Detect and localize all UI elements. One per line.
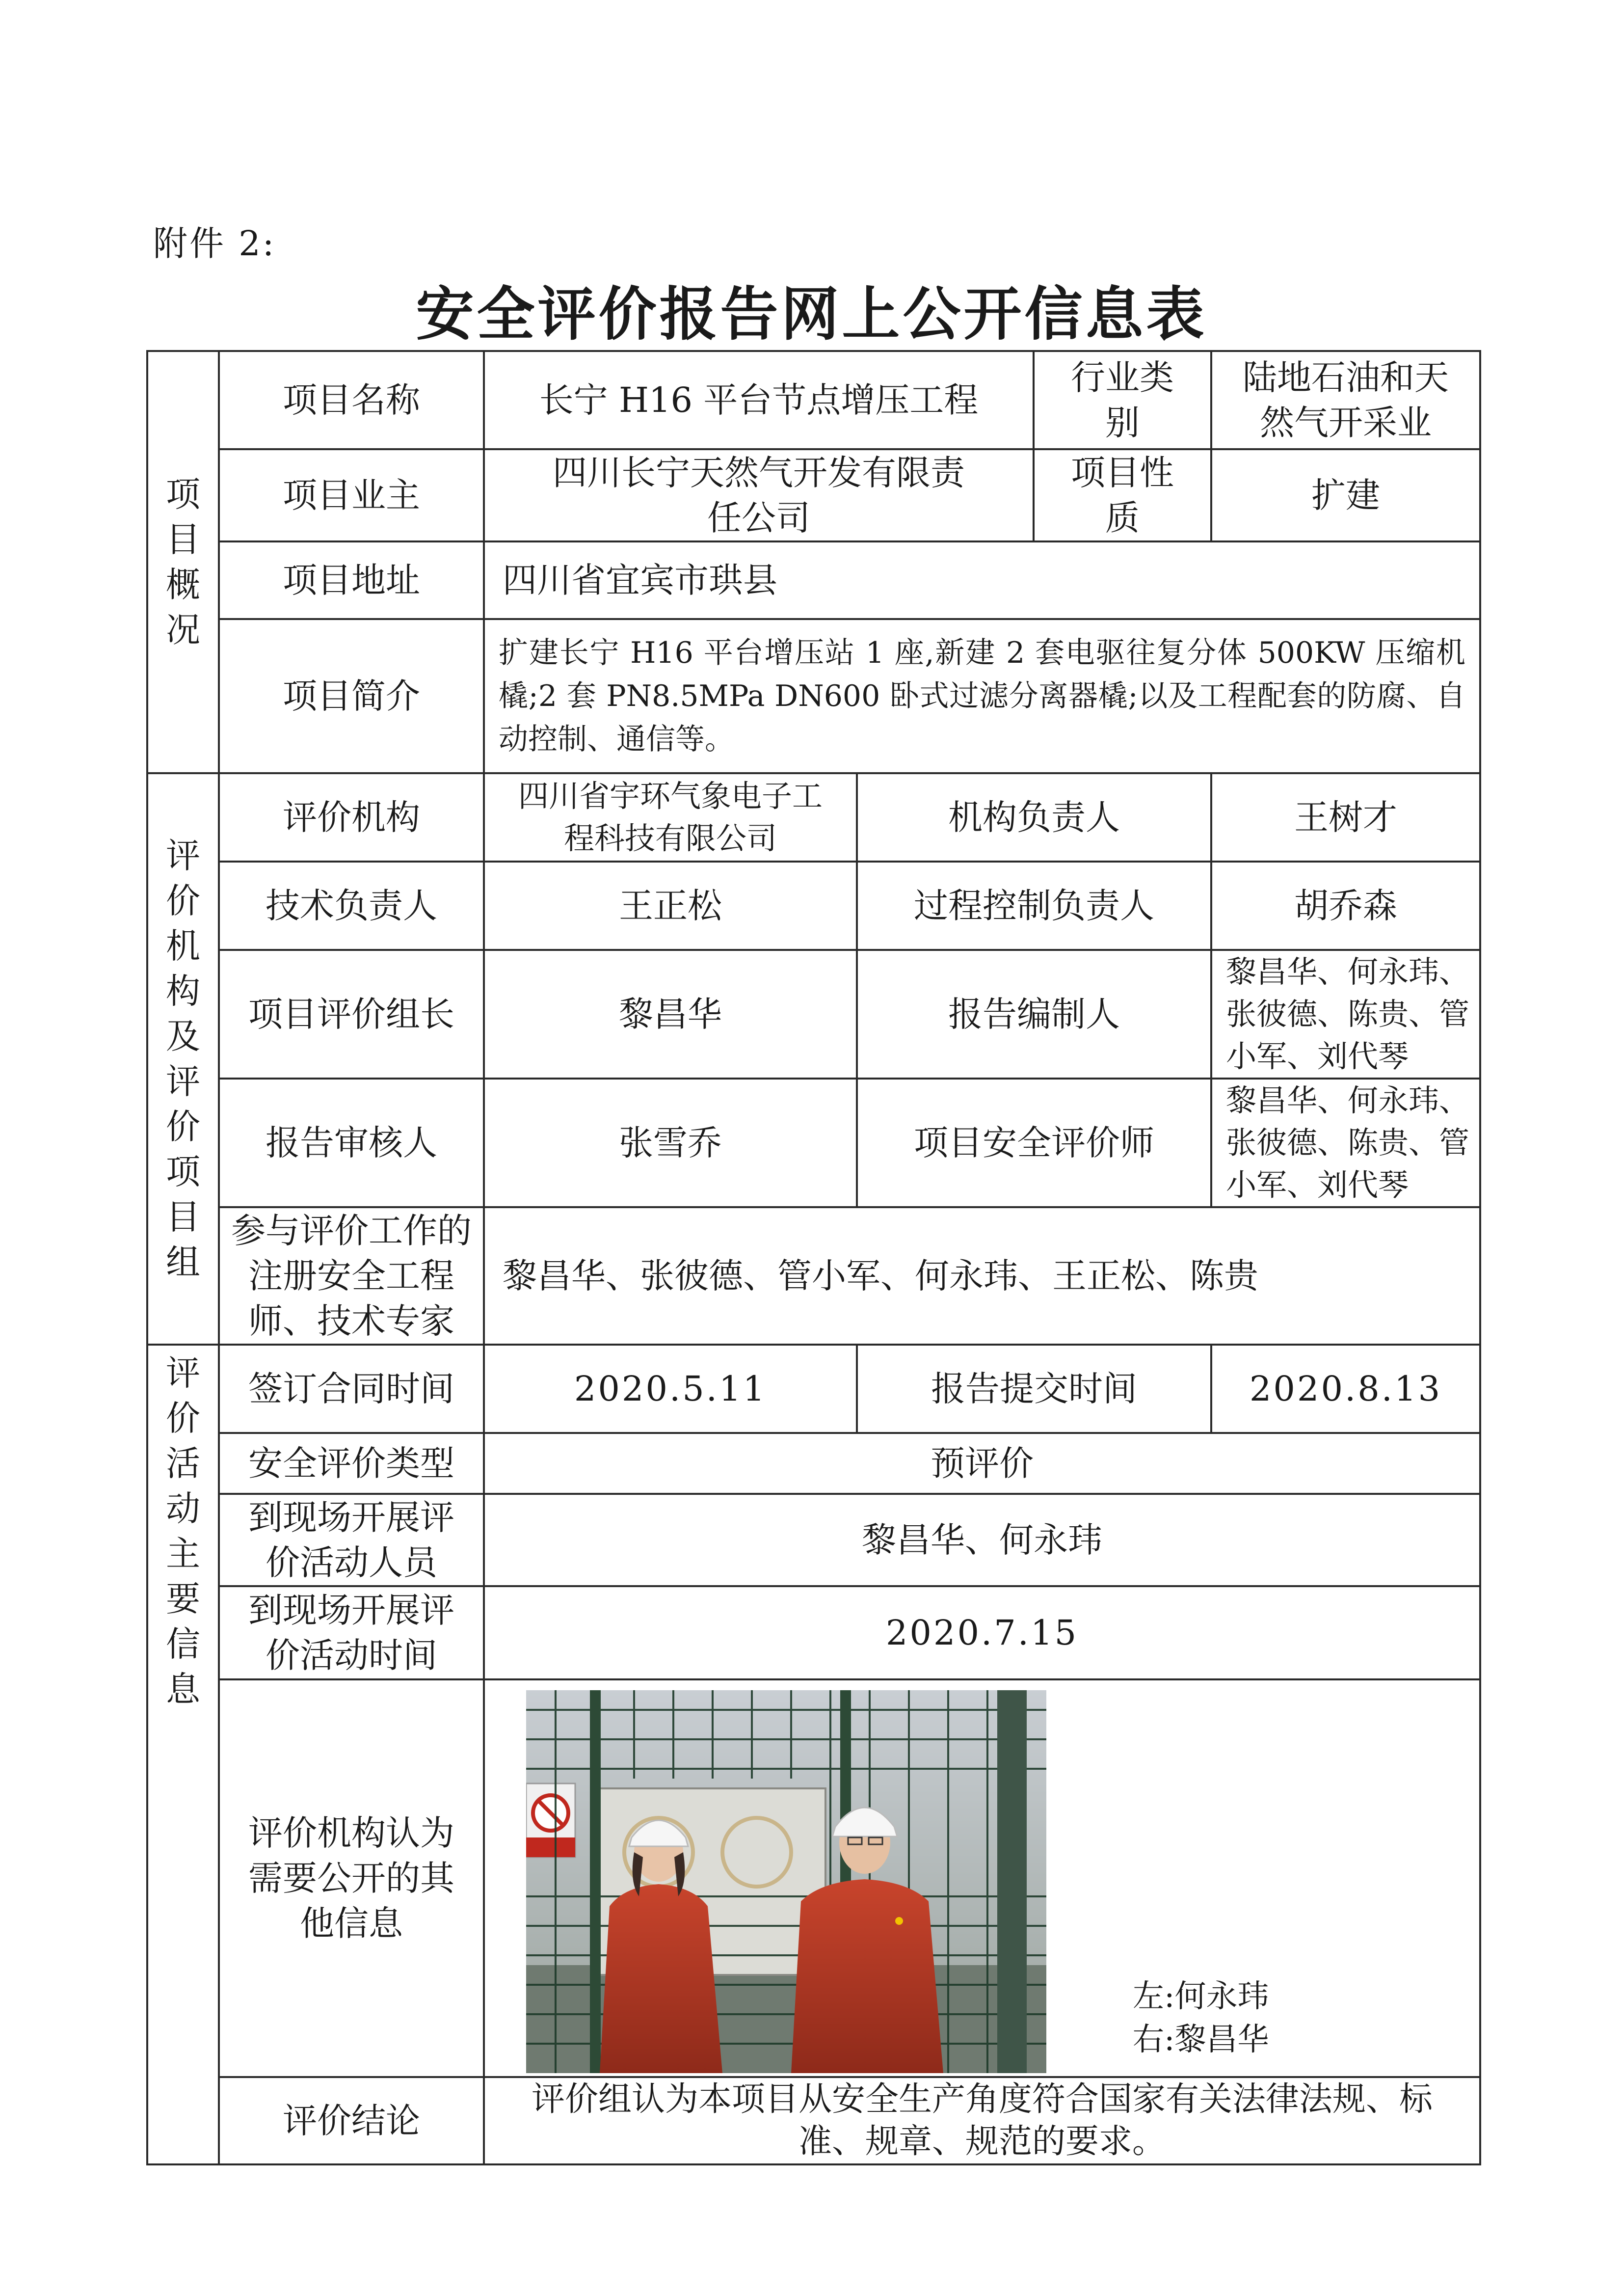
contract-date-label: 签订合同时间: [219, 1345, 484, 1433]
process-lead-value: 胡乔森: [1211, 862, 1480, 950]
other-info-label: 评价机构认为需要公开的其他信息: [219, 1679, 484, 2077]
tech-lead-label: 技术负责人: [219, 862, 484, 950]
eval-type-label: 安全评价类型: [219, 1433, 484, 1494]
contract-date-value: 2020.5.11: [484, 1345, 857, 1433]
report-authors-value: 黎昌华、何永玮、张彼德、陈贵、管小军、刘代琴: [1211, 950, 1480, 1079]
engineers-value: 黎昌华、张彼德、管小军、何永玮、王正松、陈贵: [484, 1207, 1480, 1345]
industry-value: 陆地石油和天然气开采业: [1211, 351, 1480, 449]
photo-caption-left: 左:何永玮: [1133, 1978, 1269, 2015]
process-lead-label: 过程控制负责人: [857, 862, 1211, 950]
summary-value: 扩建长宁 H16 平台增压站 1 座,新建 2 套电驱往复分体 500KW 压缩机橇;2 套 PN8.5MPa DN600 卧式过滤分离器橇;以及工程配套的防腐、自动控制、通信等。: [484, 619, 1480, 773]
project-name-value: 长宁 H16 平台节点增压工程: [484, 351, 1034, 449]
attachment-label: 附件 2:: [153, 223, 276, 264]
nature-label: 项目性质: [1034, 449, 1211, 541]
agency-value: 四川省宇环气象电子工程科技有限公司: [484, 773, 857, 862]
onsite-date-label: 到现场开展评价活动时间: [219, 1586, 484, 1679]
row-owner: [147, 449, 1480, 541]
owner-label: 项目业主: [219, 449, 484, 541]
conclusion-value: 评价组认为本项目从安全生产角度符合国家有关法律法规、标准、规章、规范的要求。: [484, 2077, 1480, 2164]
agency-label: 评价机构: [219, 773, 484, 862]
section-overview-label: 项目概况: [147, 351, 219, 773]
info-table: [146, 350, 1481, 2165]
address-label: 项目地址: [219, 541, 484, 619]
page-title: 安全评价报告网上公开信息表: [416, 280, 1207, 348]
section-activity-label: 评价活动主要信息: [147, 1345, 219, 2164]
row-onsite-date: [147, 1586, 1480, 1679]
row-agency: [147, 773, 1480, 862]
owner-value: 四川长宁天然气开发有限责任公司: [484, 449, 1034, 541]
onsite-people-label: 到现场开展评价活动人员: [219, 1494, 484, 1586]
evaluators-label: 项目安全评价师: [857, 1079, 1211, 1207]
site-photo: [526, 1690, 1046, 2073]
row-team-leader: [147, 950, 1480, 1079]
row-engineers: [147, 1207, 1480, 1345]
row-tech-lead: [147, 862, 1480, 950]
reviewer-label: 报告审核人: [219, 1079, 484, 1207]
row-address: [147, 541, 1480, 619]
report-authors-label: 报告编制人: [857, 950, 1211, 1079]
industry-label: 行业类别: [1034, 351, 1211, 449]
photo-cell: [484, 1679, 1480, 2077]
engineers-label: 参与评价工作的注册安全工程师、技术专家: [219, 1207, 484, 1345]
address-value: 四川省宜宾市珙县: [484, 541, 1480, 619]
nature-value: 扩建: [1211, 449, 1480, 541]
reviewer-value: 张雪乔: [484, 1079, 857, 1207]
submit-date-value: 2020.8.13: [1211, 1345, 1480, 1433]
tech-lead-value: 王正松: [484, 862, 857, 950]
onsite-people-value: 黎昌华、何永玮: [484, 1494, 1480, 1586]
site-photo-graphic: [526, 1690, 1046, 2073]
conclusion-label: 评价结论: [219, 2077, 484, 2164]
row-other-info: [147, 1679, 1480, 2077]
project-name-label: 项目名称: [219, 351, 484, 449]
team-leader-label: 项目评价组长: [219, 950, 484, 1079]
row-project-name: [147, 351, 1480, 449]
row-conclusion: [147, 2077, 1480, 2164]
section-org-label: 评价机构及评价项目组: [147, 773, 219, 1345]
onsite-date-value: 2020.7.15: [484, 1586, 1480, 1679]
photo-caption: [1133, 1975, 1269, 2061]
photo-caption-right: 右:黎昌华: [1133, 2022, 1269, 2058]
agency-head-label: 机构负责人: [857, 773, 1211, 862]
submit-date-label: 报告提交时间: [857, 1345, 1211, 1433]
row-summary: [147, 619, 1480, 773]
row-onsite-people: [147, 1494, 1480, 1586]
agency-head-value: 王树才: [1211, 773, 1480, 862]
eval-type-value: 预评价: [484, 1433, 1480, 1494]
row-dates: [147, 1345, 1480, 1433]
summary-label: 项目简介: [219, 619, 484, 773]
evaluators-value: 黎昌华、何永玮、张彼德、陈贵、管小军、刘代琴: [1211, 1079, 1480, 1207]
row-reviewer: [147, 1079, 1480, 1207]
row-eval-type: [147, 1433, 1480, 1494]
team-leader-value: 黎昌华: [484, 950, 857, 1079]
